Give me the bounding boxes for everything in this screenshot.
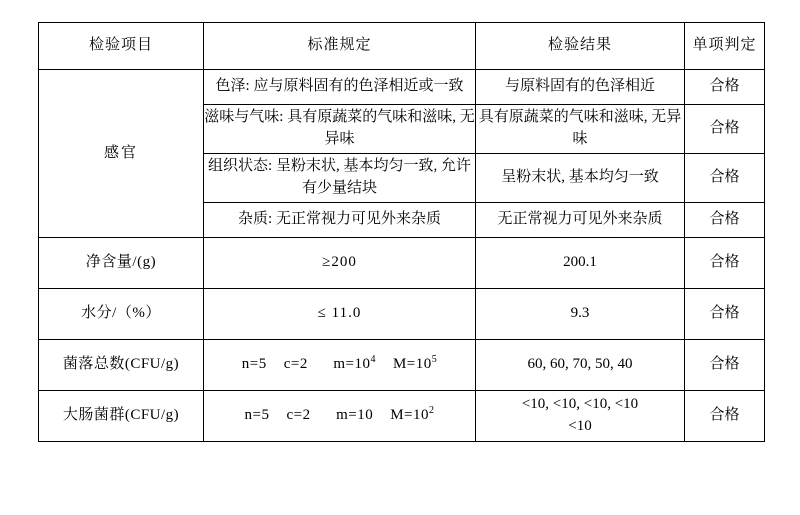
- cell-result-netweight: 200.1: [476, 238, 685, 289]
- cell-verdict-texture: 合格: [685, 154, 765, 203]
- param-M: M=10: [392, 356, 432, 373]
- param-M: M=10: [390, 407, 430, 424]
- cell-result-taste: 具有原蔬菜的气味和滋味, 无异味: [476, 105, 685, 154]
- cell-result-impurity: 无正常视力可见外来杂质: [476, 203, 685, 238]
- cell-result-texture: 呈粉末状, 基本均匀一致: [476, 154, 685, 203]
- param-n: n=5: [241, 356, 267, 373]
- cell-result-color: 与原料固有的色泽相近: [476, 70, 685, 105]
- param-m: m=10: [333, 356, 371, 373]
- cell-standard-aerobic-count: [204, 340, 476, 391]
- param-M-exponent: 5: [431, 354, 438, 366]
- cell-standard-color: 色泽: 应与原料固有的色泽相近或一致: [204, 70, 476, 105]
- cell-standard-moisture: ≤ 11.0: [204, 289, 476, 340]
- table-row: [39, 340, 765, 391]
- cell-result-coliform: [476, 391, 685, 442]
- inspection-report-table: [38, 22, 765, 442]
- param-m: m=10: [336, 407, 374, 424]
- cell-verdict-netweight: 合格: [685, 238, 765, 289]
- cell-standard-netweight: ≥200: [204, 238, 476, 289]
- table-row: [39, 238, 765, 289]
- table-row: [39, 289, 765, 340]
- cell-item-aerobic-count: 菌落总数(CFU/g): [39, 340, 204, 391]
- table-header-row: [39, 23, 765, 70]
- header-item: 检验项目: [39, 23, 204, 70]
- cell-verdict-taste: 合格: [685, 105, 765, 154]
- coliform-result-line-2: <10: [568, 418, 592, 434]
- cell-verdict-color: 合格: [685, 70, 765, 105]
- cell-verdict-aerobic-count: 合格: [685, 340, 765, 391]
- cell-result-moisture: 9.3: [476, 289, 685, 340]
- param-n: n=5: [244, 407, 270, 424]
- cell-item-moisture: 水分/（%）: [39, 289, 204, 340]
- param-c: c=2: [283, 356, 308, 373]
- coliform-result-line-1: <10, <10, <10, <10: [521, 396, 639, 413]
- table-row: [39, 70, 765, 105]
- cell-item-coliform: 大肠菌群(CFU/g): [39, 391, 204, 442]
- header-verdict: 单项判定: [685, 23, 765, 70]
- param-c: c=2: [286, 407, 311, 424]
- table-row: [39, 391, 765, 442]
- cell-verdict-moisture: 合格: [685, 289, 765, 340]
- cell-result-aerobic-count: 60, 60, 70, 50, 40: [476, 340, 685, 391]
- header-standard: 标准规定: [204, 23, 476, 70]
- header-result: 检验结果: [476, 23, 685, 70]
- cell-item-sensory: 感官: [39, 70, 204, 238]
- cell-item-netweight: 净含量/(g): [39, 238, 204, 289]
- cell-standard-texture: 组织状态: 呈粉末状, 基本均匀一致, 允许有少量结块: [204, 154, 476, 203]
- param-m-exponent: 4: [370, 354, 376, 366]
- cell-standard-coliform: [204, 391, 476, 442]
- param-M-exponent: 2: [429, 405, 435, 417]
- cell-standard-impurity: 杂质: 无正常视力可见外来杂质: [204, 203, 476, 238]
- cell-verdict-impurity: 合格: [685, 203, 765, 238]
- cell-verdict-coliform: 合格: [685, 391, 765, 442]
- cell-standard-taste: 滋味与气味: 具有原蔬菜的气味和滋味, 无异味: [204, 105, 476, 154]
